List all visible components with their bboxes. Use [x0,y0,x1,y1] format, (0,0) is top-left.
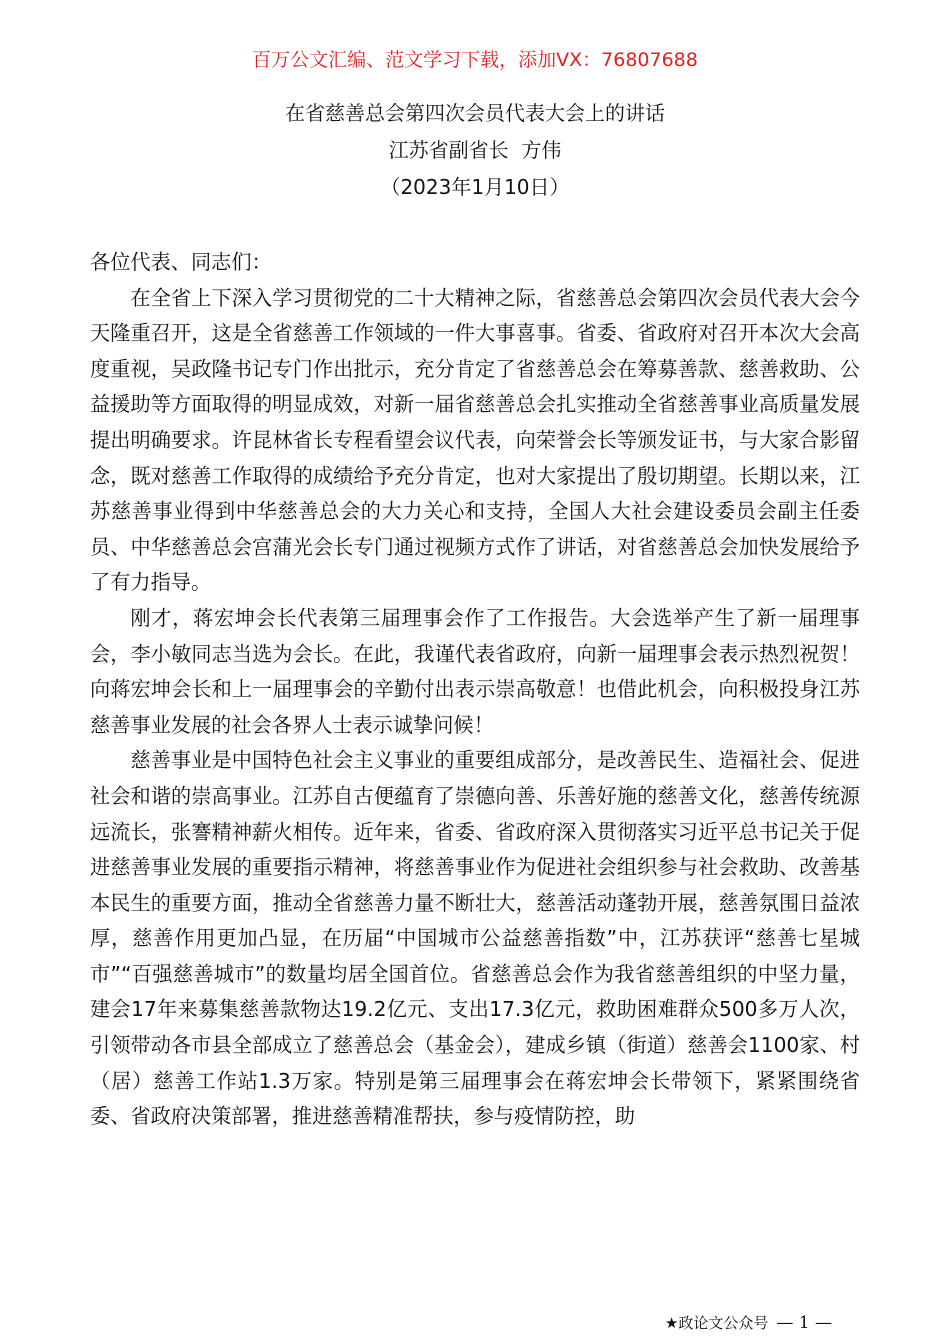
page-number: — 1 — [776,1313,832,1333]
paragraph-3: 慈善事业是中国特色社会主义事业的重要组成部分，是改善民生、造福社会、促进社会和谐的崇高事业。江苏自古便蕴育了崇德向善、乐善好施的慈善文化，慈善传统源远流长，张謇精神薪火相传。近年来，省委、省政府深入贯彻落实习近平总书记关于促进慈善事业发展的重要指示精神，将慈善事业作为促进社会组织参与社会救助、改善基本民生的重要方面，推动全省慈善力量不断壮大，慈善活动蓬勃开展，慈善氛围日益浓厚，慈善作用更加凸显，在历届“中国城市公益慈善指数”中，江苏获评“慈善七星城市”“百强慈善城市”的数量均居全国首位。省慈善总会作为我省慈善组织的中坚力量，建会17年来募集慈善款物达19.2亿元、支出17.3亿元，救助困难群众500多万人次，引领带动各市县全部成立了慈善总会（基金会），建成乡镇（街道）慈善会1100家、村（居）慈善工作站1.3万家。特别是第三届理事会在蒋宏坤会长带领下，紧紧围绕省委、省政府决策部署，推进慈善精准帮扶，参与疫情防控，助 [90,748,860,1129]
salutation: 各位代表、同志们： [90,250,272,274]
footer-source: ★政论文公众号 [664,1314,769,1332]
watermark-banner: 百万公文汇编、范文学习下载，添加VX：76807688 [252,49,698,71]
paragraph-1: 在全省上下深入学习贯彻党的二十大精神之际，省慈善总会第四次会员代表大会今天隆重召开，这是全省慈善工作领域的一件大事喜事。省委、省政府对召开本次大会高度重视，吴政隆书记专门作出批示，充分肯定了省慈善总会在筹募善款、慈善救助、公益援助等方面取得的明显成效，对新一届省慈善总会扎实推动全省慈善事业高质量发展提出明确要求。许昆林省长专程看望会议代表，向荣誉会长等颁发证书，与大家合影留念，既对慈善工作取得的成绩给予充分肯定，也对大家提出了殷切期望。长期以来，江苏慈善事业得到中华慈善总会的大力关心和支持，全国人大社会建设委员会副主任委员、中华慈善总会宫蒲光会长专门通过视频方式作了讲话，对省慈善总会加快发展给予了有力指导。 [90,285,860,595]
speech-body [90,245,860,1135]
paragraph-2: 刚才，蒋宏坤会长代表第三届理事会作了工作报告。大会选举产生了新一届理事会，李小敏同志当选为会长。在此，我谨代表省政府，向新一届理事会表示热烈祝贺！向蒋宏坤会长和上一届理事会的辛勤付出表示崇高敬意！也借此机会，向积极投身江苏慈善事业发展的社会各界人士表示诚挚问候！ [90,605,860,737]
page-footer [665,1312,832,1334]
speech-title: 在省慈善总会第四次会员代表大会上的讲话 [285,101,665,125]
speaker-line: 江苏省副省长 方伟 [388,138,562,162]
speech-date: （2023年1月10日） [380,175,570,199]
